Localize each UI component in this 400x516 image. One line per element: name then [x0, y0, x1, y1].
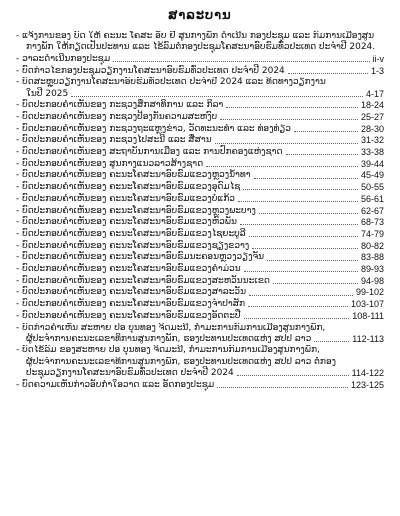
toc-entry-text: - ບົດປະກອບຄຳເຫັນຂອງ ຄະນະໂຄສະນາອົບຮົມແຂວງຈຳປາສັກ — [16, 299, 246, 310]
toc-entry — [16, 229, 384, 240]
toc-entry — [16, 135, 384, 146]
toc-entry — [16, 323, 384, 345]
toc-entry-text: - ບົດປະກອບຄຳເຫັນຂອງ ກະຊວງປ້ອງກັນຄວາມສະຫງົບ — [16, 111, 218, 122]
dot-leader — [249, 236, 358, 237]
dot-leader — [273, 283, 358, 284]
toc-entry-text: ຜູ້ປະຈຳການຄະນະເລຂາທິການສູນກາງພັກ, ຮອງປະທານປະເທດແຫ່ງ ສປປ ລາວ — [26, 333, 312, 344]
dot-leader — [249, 295, 353, 296]
dot-leader — [217, 387, 348, 388]
toc-entry — [16, 380, 384, 391]
dot-leader — [71, 96, 363, 97]
dot-leader — [206, 166, 358, 167]
dot-leader — [220, 119, 358, 120]
toc-entry — [16, 66, 384, 77]
toc-page-number: 83-88 — [360, 252, 384, 263]
toc-entry — [16, 311, 384, 322]
toc-page-number: 50-55 — [360, 182, 384, 193]
toc-page-number: 25-27 — [360, 111, 384, 122]
toc-entry — [16, 241, 384, 252]
toc-page-number: 4-17 — [365, 88, 384, 99]
toc-entry — [16, 299, 384, 310]
toc-page-number: 62-67 — [360, 205, 384, 216]
toc-entry-text: - ບົດປະກອບຄຳເຫັນຂອງ ຄະນະໂຄສະນາອົບຮົມແຂວງຫົວພັນ — [16, 217, 237, 228]
dot-leader — [244, 271, 358, 272]
toc-page-number: 45-49 — [360, 170, 384, 181]
dot-leader — [215, 143, 358, 144]
toc-entry — [16, 194, 384, 205]
toc-entry-text: - ບົດປະກອບຄຳເຫັນຂອງ ຄະນະໂຄສະນາອົບຮົມແຂວງຫຼວງນ້ຳທາ — [16, 170, 251, 181]
toc-entry-text: - ບົດກ່າວຄຳເຫັນ ສະຫາຍ ປອ ບຸນທອງ ຈິດມະນີ, ກຳມະການກົມການເມືອງສູນກາງພັກ, — [16, 322, 326, 333]
dot-leader — [288, 73, 368, 74]
toc-entry-text: - ບົດໄຂ້ລົມ ຂອງສະຫາຍ ປອ ບຸນທອງ ຈິດມະນີ, ກຳມະການກົມການເມືອງສູນກາງພັກ, — [16, 345, 320, 356]
dot-leader — [237, 375, 349, 376]
toc-entry-text: - ບົດປະກອບຄຳເຫັນຂອງ ຄະນະໂຄສະນາອົບຮົມແຂວງຄຳມ່ວນ — [16, 264, 241, 275]
toc-entry-text: - ແຈ້ງການຂອງ ບົດ ໃຫ້ ຄະນະ ໂຄສະ ອັບ ຢ໌ ສູນກາງພັກ ດຳເນີນ ກອງປະຊຸມ ແລະ ກົມການເມືອງສູນ — [16, 31, 375, 41]
toc-page-number: 18-24 — [360, 100, 384, 111]
toc-entry-text: - ບົດປະກອບຄຳເຫັນຂອງ ຄະນະໂຄສະນາອົບຮົມແຂວງໄຊຍະບູລີ — [16, 228, 246, 239]
toc-entry — [16, 147, 384, 158]
toc-page-number: 108-111 — [352, 310, 384, 321]
dot-leader — [113, 61, 369, 62]
dot-leader — [226, 107, 358, 108]
table-of-contents — [16, 31, 384, 391]
toc-entry-text: - ບົດປະກອບຄຳເຫັນຂອງ ຄະນະໂຄສະນາອົບຮົມແຂວງບໍ່ແກ້ວ — [16, 193, 235, 204]
toc-entry-text: - ບົດຄວາມເຫັນກ່າວອັບກຳໃອວາດ ແລະ ອັດກອງປະຊຸມ — [16, 379, 215, 390]
toc-entry — [16, 124, 384, 135]
toc-page-number: 28-30 — [360, 123, 384, 134]
toc-page-number: 94-98 — [360, 275, 384, 286]
toc-page-number: 114-122 — [351, 367, 384, 378]
toc-page-number: 33-38 — [360, 147, 384, 158]
dot-leader — [244, 318, 350, 319]
toc-entry-text: - ບົດສະຫຼຸບວຽກງານໂຄສະນາອົບຮົມທົ່ວປະເທດ ປະຈຳປີ 2024 ແລະ ທິດທາງວຽກງານ — [16, 77, 326, 88]
toc-entry-text: ຜູ້ປະຈຳການຄະນະເລຂາທິການສູນກາງພັກ, ຮອງປະທານປະເທດແຫ່ງ ສປປ ລາວ ຕໍ່ກອງ — [26, 356, 337, 367]
dot-leader — [254, 178, 358, 179]
toc-page-number: 31-32 — [360, 135, 384, 146]
toc-page-number: ii-v — [372, 53, 384, 64]
toc-entry-text: - ບົດປະກອບຄຳເຫັນຂອງ ກະຊວງສຶກສາທິການ ແລະ ກິລາ — [16, 100, 224, 111]
toc-entry-text: ໃນປີ 2025 — [26, 88, 69, 99]
toc-page-number: 80-82 — [360, 240, 384, 251]
toc-entry — [16, 112, 384, 123]
toc-entry-text: - ບົດກ່າວໄຂກອງປະຊຸມວຽກງານໂຄສະນາອົບຮົມທົ່ວປະເທດ ປະຈຳປີ 2024 — [16, 65, 285, 76]
toc-entry — [16, 206, 384, 217]
dot-leader — [259, 213, 358, 214]
dot-leader — [286, 154, 358, 155]
toc-page-number: 56-61 — [360, 193, 384, 204]
dot-leader — [252, 248, 358, 249]
toc-entry — [16, 182, 384, 193]
toc-entry — [16, 100, 384, 111]
dot-leader — [240, 224, 358, 225]
dot-leader — [294, 131, 358, 132]
toc-page-number: 39-44 — [360, 158, 384, 169]
toc-page-number: 74-79 — [360, 228, 384, 239]
toc-page-number: 99-102 — [355, 287, 384, 298]
toc-entry — [16, 345, 384, 379]
toc-entry — [16, 170, 384, 181]
toc-page-number: 123-125 — [350, 379, 384, 390]
toc-page-number: 103-107 — [350, 299, 384, 310]
toc-entry-text: - ບົດປະກອບຄຳເຫັນຂອງ ຄະນະໂຄສະນາອົບຮົມແຂວງສະຫວັນນະເຂດ — [16, 275, 270, 286]
toc-entry — [16, 252, 384, 263]
toc-entry — [16, 31, 384, 53]
toc-entry-text: - ບົດປະກອບຄຳເຫັນຂອງ ຄະນະໂຄສະນາອົບຮົມແຂວງສາລະວັນ — [16, 287, 247, 298]
toc-entry-text: - ບົດປະກອບຄຳເຫັນຂອງ ສູນກາງແນວລາວສ້າງຊາດ — [16, 158, 204, 169]
toc-entry — [16, 217, 384, 228]
toc-entry — [16, 54, 384, 65]
toc-entry-text: - ບົດປະກອບຄຳເຫັນຂອງ ຄະນະໂຄສະນາອົບຮົມແຂວງຫຼວງພະບາງ — [16, 205, 256, 216]
toc-entry-text: - ບົດປະກອບຄຳເຫັນຂອງ ຄະນະໂຄສະນາອົບຮົມນະຄອນຫຼວງວຽງຈັນ — [16, 252, 265, 263]
toc-page-number: 112-113 — [352, 333, 384, 344]
page-title: ສາລະບານ — [168, 8, 232, 23]
toc-entry-text: ກາງພັກ ໃຫ້ກຽດເປັນປະທານ ແລະ ໄຂ້ລົມຕໍ່ກອງປະຊຸມໂຄສະນາອົບຮົມທົ່ວປະເທດ ປະຈຳປີ 2024. — [26, 42, 376, 53]
dot-leader — [248, 306, 348, 307]
toc-entry-text: ປະຊຸມວຽກງານໂຄສະນາອົບຮົມທົ່ວປະເທດ ປະຈຳປີ 2024 — [26, 367, 234, 378]
toc-page-number: 1-3 — [370, 65, 384, 76]
toc-page-number: 89-93 — [360, 264, 384, 275]
dot-leader — [243, 189, 358, 190]
dot-leader — [314, 341, 349, 342]
toc-entry — [16, 276, 384, 287]
toc-page-number: 68-73 — [360, 217, 384, 228]
toc-entry-text: - ບົດປະກອບຄຳເຫັນຂອງ ສະຖາບັນການເມືອງ ແລະ ການປົກຄອງແຫ່ງຊາດ — [16, 147, 283, 158]
toc-entry-text: - ບົດປະກອບຄຳເຫັນຂອງ ຄະນະໂຄສະນາອົບຮົມແຂວງຊຽງຂວາງ — [16, 240, 250, 251]
toc-entry-text: - ວາລະດຳເນີນກອງປະຊຸມ — [16, 53, 111, 64]
toc-entry-text: - ບົດປະກອບຄຳເຫັນຂອງ ກະຊວງຖະແຫຼງຂ່າວ, ວັດທະນະທຳ ແລະ ທ່ອງທ່ຽວ — [16, 123, 291, 134]
dot-leader — [238, 201, 358, 202]
toc-entry-text: - ບົດປະກອບຄຳເຫັນຂອງ ຄະນະໂຄສະນາອົບຮົມແຂວງອຸດົມໄຊ — [16, 182, 241, 193]
toc-entry — [16, 159, 384, 170]
dot-leader — [267, 260, 358, 261]
toc-entry-text: - ບົດປະກອບຄຳເຫັນຂອງ ກະຊວງໄປສະນີ ແລະ ສື່ສານ — [16, 135, 212, 146]
toc-entry — [16, 77, 384, 99]
toc-entry-text: - ບົດປະກອບຄຳເຫັນຂອງ ຄະນະໂຄສະນາອົບຮົມແຂວງອັດຕະປື — [16, 310, 241, 321]
toc-entry — [16, 287, 384, 298]
toc-entry — [16, 264, 384, 275]
